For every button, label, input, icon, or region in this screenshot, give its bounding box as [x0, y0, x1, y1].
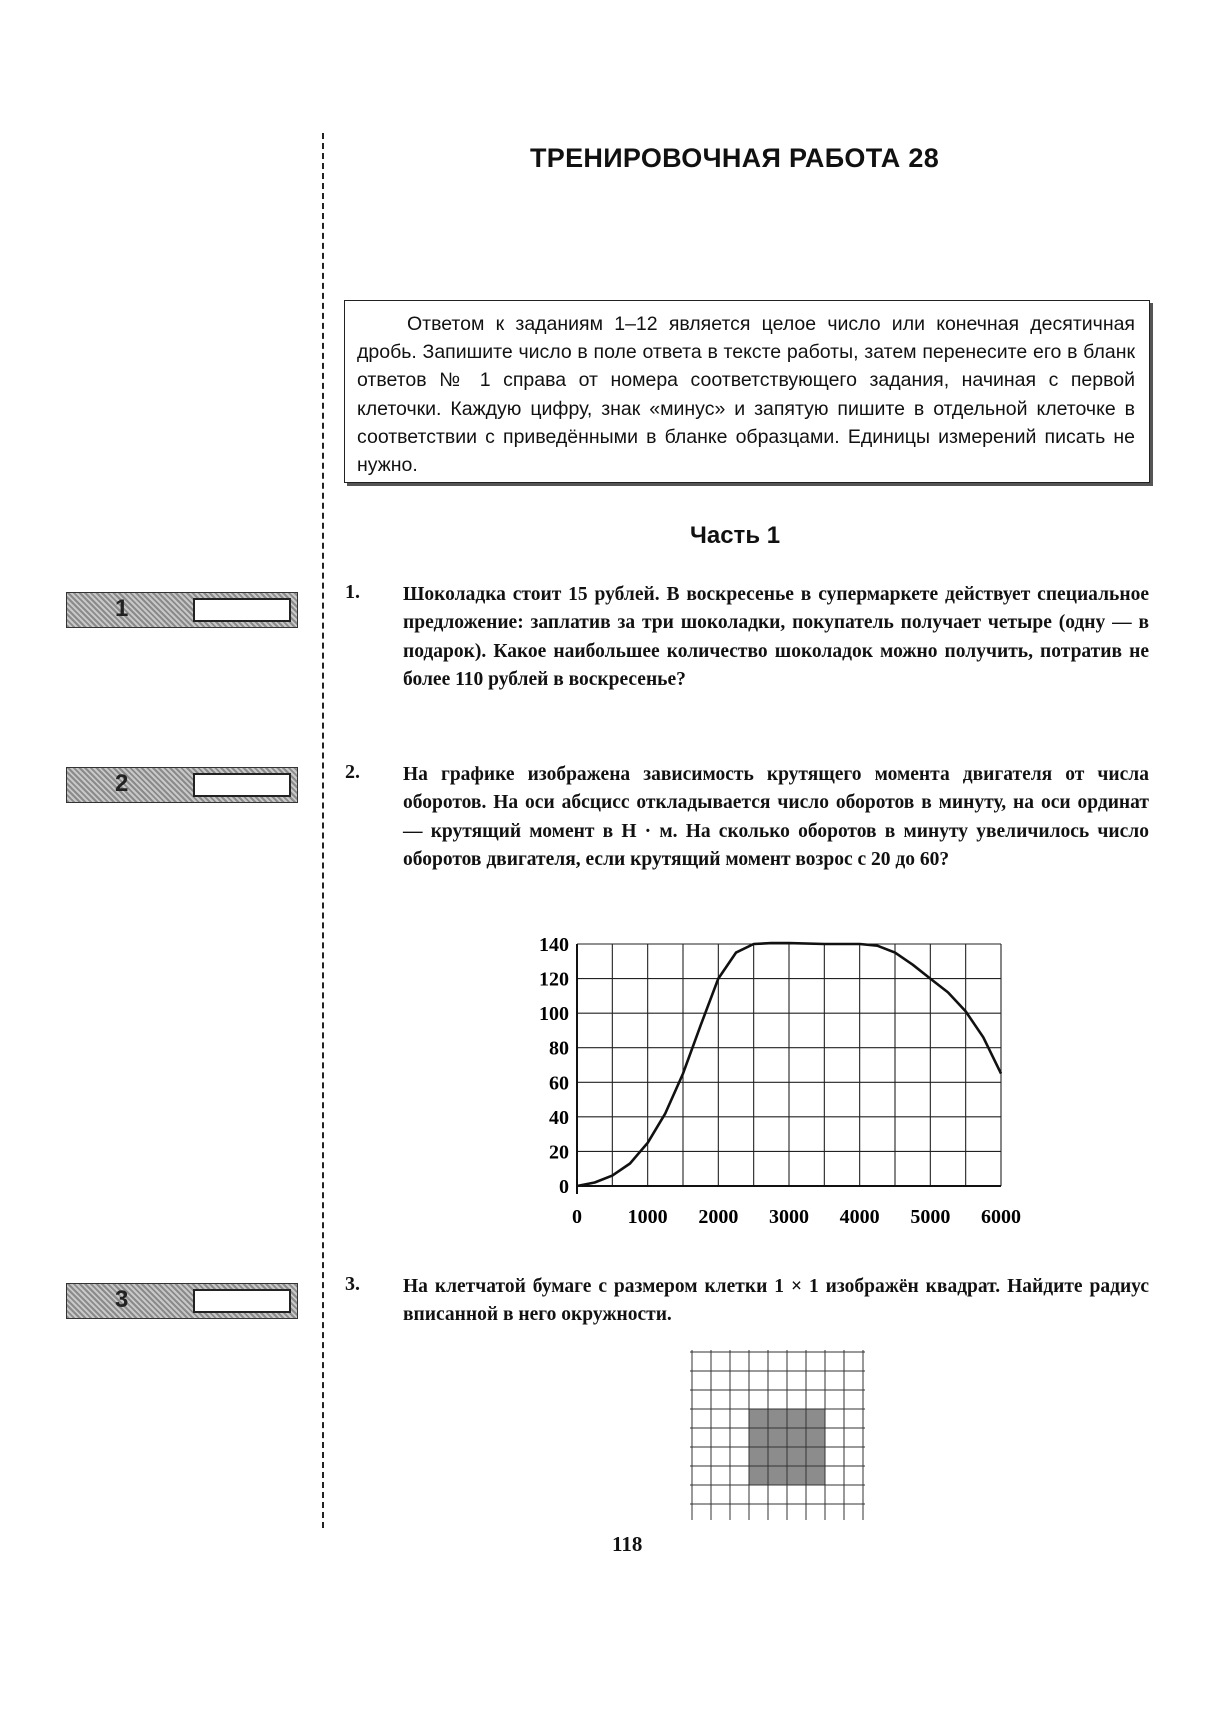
x-tick-label: 3000 — [769, 1206, 809, 1228]
x-tick-label: 0 — [572, 1206, 582, 1228]
question-text: На графике изображена зависимость крутящего момента двигателя от числа оборотов. На оси абсцисс откладывается число оборотов в минуту, на оси ординат — крутящий момент в Н · м. На сколько оборотов в минуту увеличилось число оборотов двигателя, если крутящий момент возрос с 20 до 60? — [403, 764, 1149, 871]
y-tick-label: 40 — [549, 1106, 569, 1129]
answer-box-2 — [66, 767, 298, 803]
x-tick-label: 5000 — [910, 1206, 951, 1228]
torque-chart — [520, 924, 1040, 1242]
answer-field-1[interactable] — [193, 598, 291, 622]
x-tick-label: 4000 — [839, 1206, 880, 1228]
answer-box-3 — [66, 1283, 298, 1319]
cut-line — [322, 133, 324, 1528]
x-tick-label: 2000 — [698, 1206, 739, 1228]
y-tick-label: 0 — [559, 1176, 569, 1198]
answer-field-3[interactable] — [193, 1289, 291, 1313]
x-tick-label: 1000 — [627, 1206, 668, 1228]
y-tick-label: 60 — [549, 1072, 569, 1095]
answer-box-1 — [66, 592, 298, 628]
y-tick-label: 80 — [549, 1037, 569, 1060]
y-tick-label: 140 — [539, 934, 569, 956]
answer-field-2[interactable] — [193, 773, 291, 797]
y-tick-label: 120 — [539, 968, 569, 991]
page-number: 118 — [612, 1532, 643, 1556]
answer-box-number: 1 — [115, 595, 129, 622]
answer-box-number: 2 — [115, 770, 129, 797]
question-text: Шоколадка стоит 15 рублей. В воскресенье в супермаркете действует специальное предложение: заплатив за три шоколадки, покупатель получает четыре (одну — в подарок). Какое наибольшее количество шоколадок можно получить, потратив не более 110 рублей в воскресенье? — [403, 584, 1149, 691]
y-tick-label: 100 — [539, 1003, 569, 1026]
x-tick-label: 6000 — [981, 1206, 1021, 1228]
instructions-box: Ответом к заданиям 1–12 является целое число или конечная десятичная дробь. Запишите число в поле ответа в тексте работы, затем перенесите его в бланк ответов № 1 справа от номера соответствующего задания, начиная с первой клеточки. Каждую цифру, знак «минус» и запятую пишите в отдельной клеточке в соответствии с приведёнными в бланке образцами. Единицы измерений писать не нужно. — [344, 300, 1150, 483]
question-text: На клетчатой бумаге с размером клетки 1 × 1 изображён квадрат. Найдите радиус вписанной в него окружности. — [403, 1276, 1149, 1326]
answer-box-number: 3 — [115, 1286, 129, 1313]
question-number: 1. — [345, 581, 360, 603]
square-figure — [690, 1350, 870, 1520]
y-tick-label: 20 — [549, 1141, 569, 1164]
question-number: 2. — [345, 761, 360, 783]
part-title: Часть 1 — [690, 522, 781, 549]
page-title: ТРЕНИРОВОЧНАЯ РАБОТА 28 — [530, 143, 940, 173]
question-number: 3. — [345, 1273, 360, 1295]
